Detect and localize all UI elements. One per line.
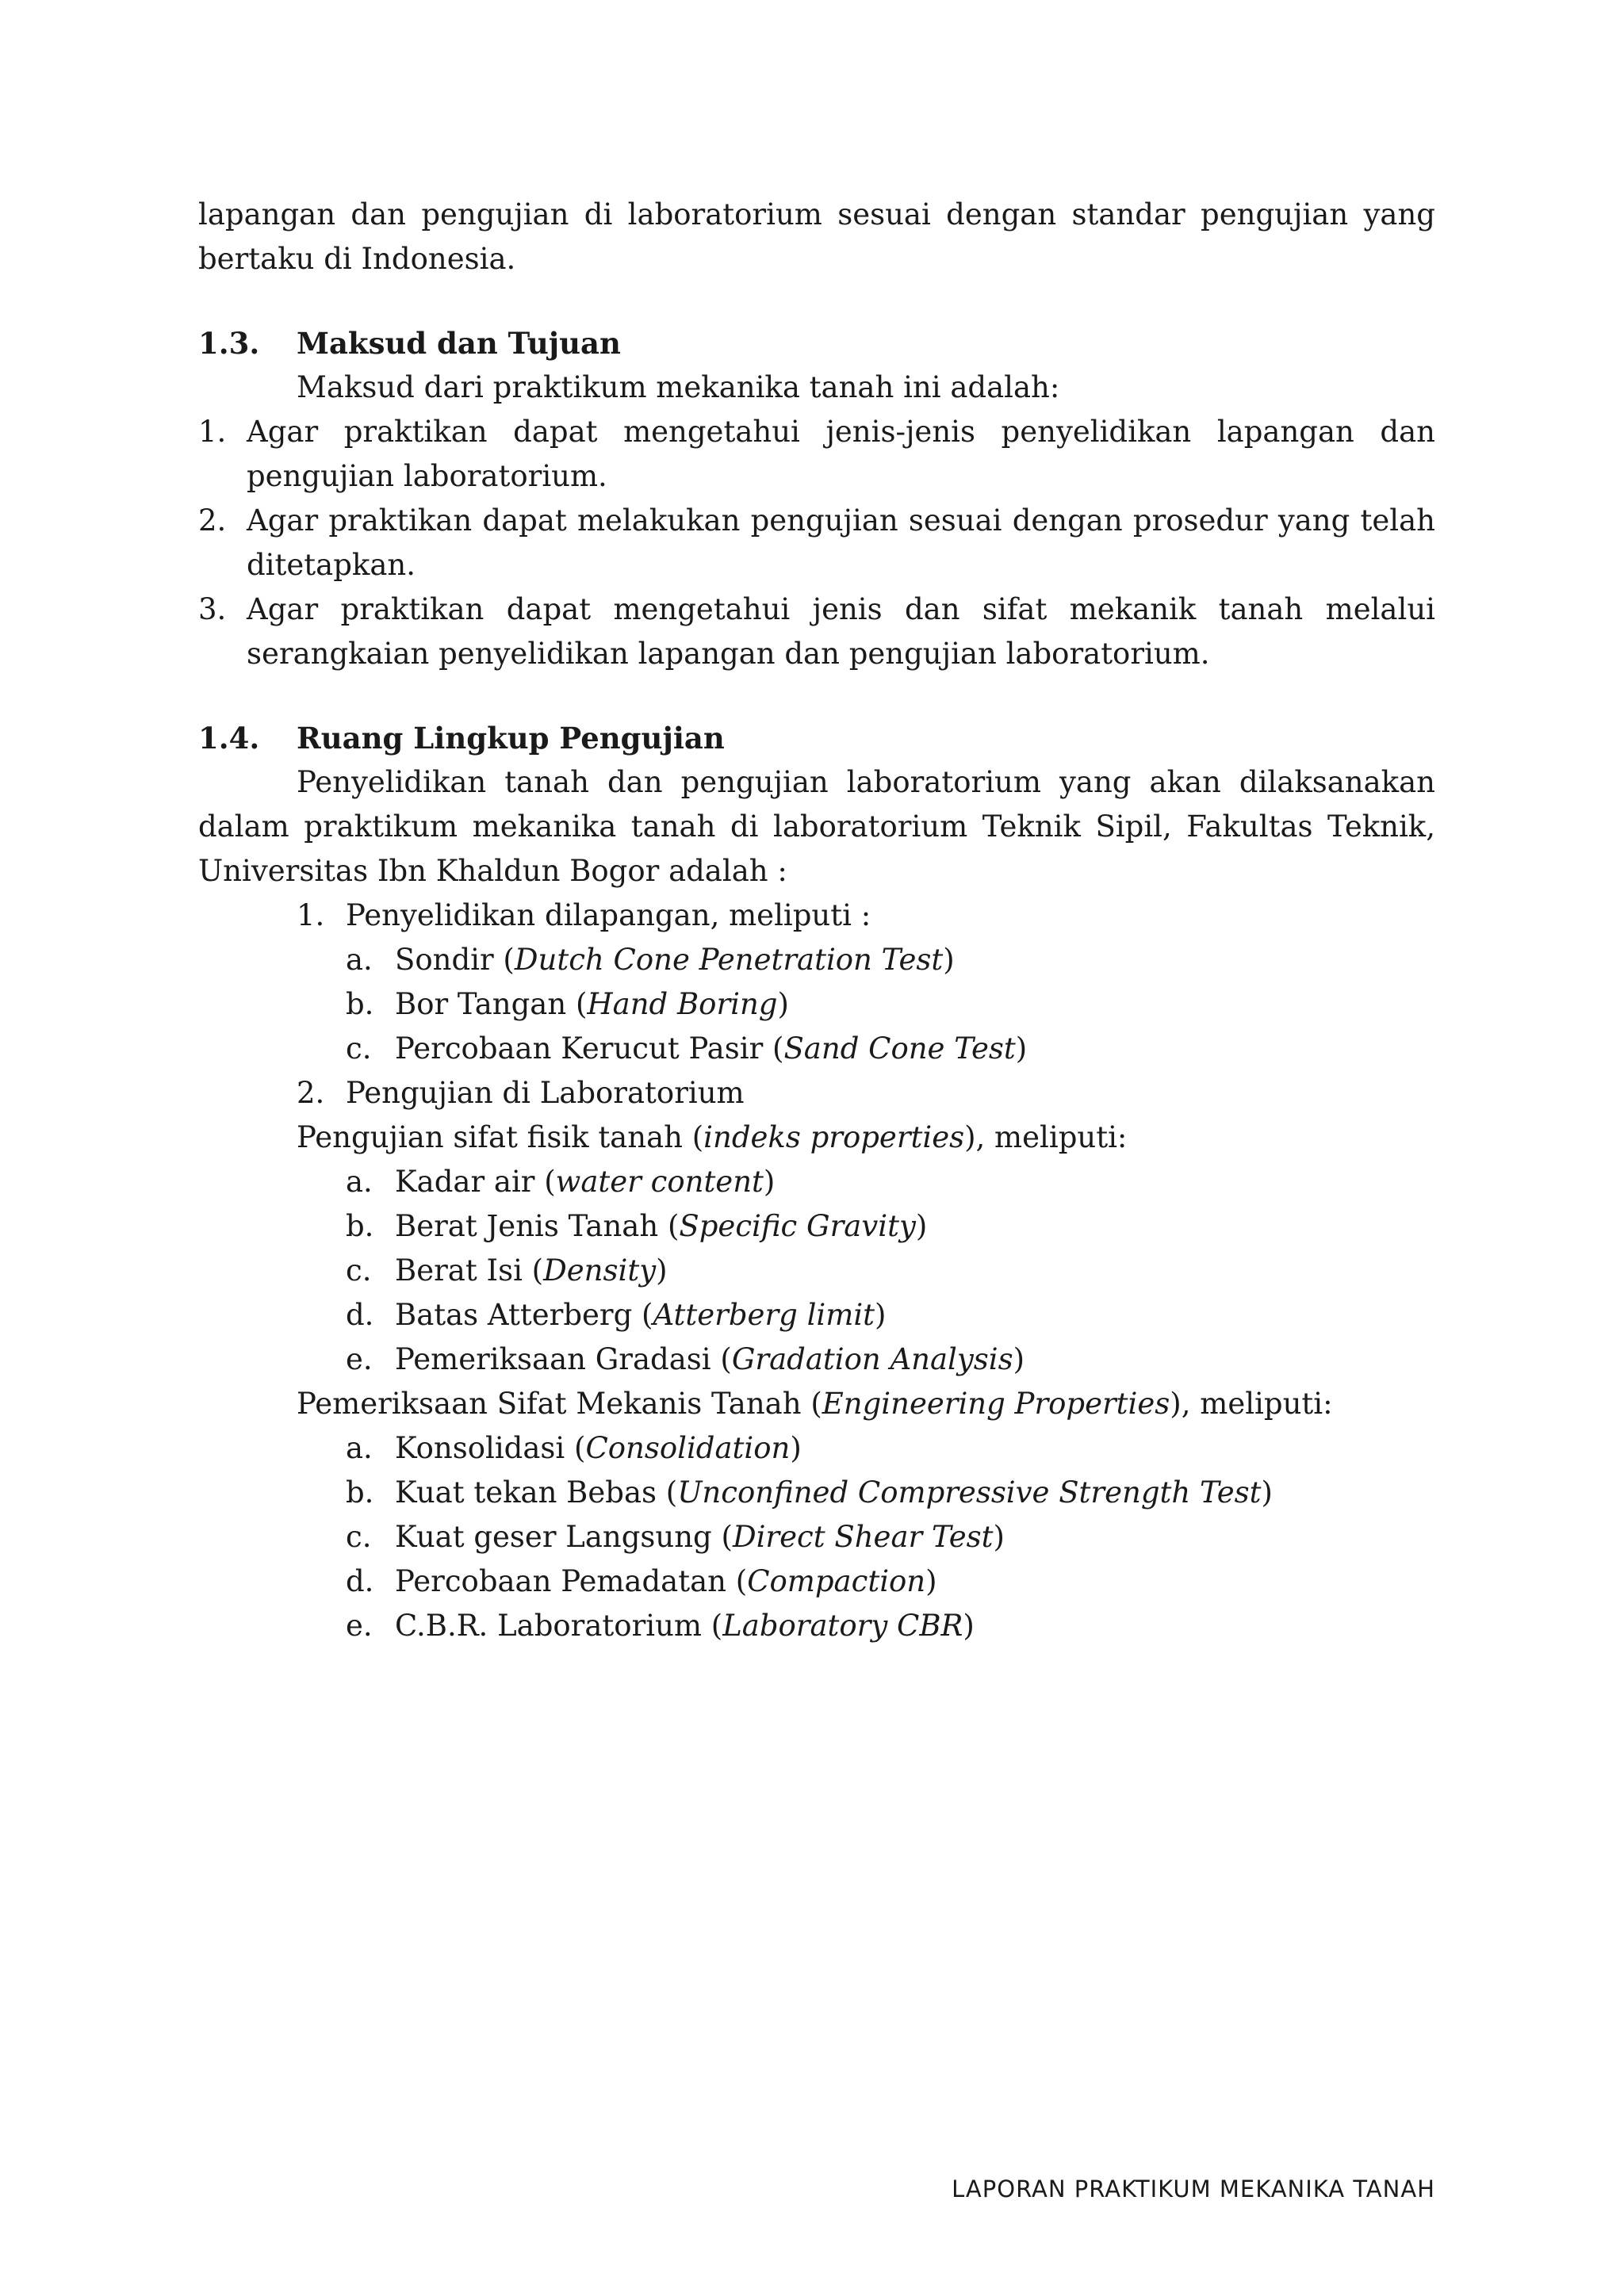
list-marker: 2. — [198, 503, 227, 538]
list-item-text: Kuat geser Langsung (Direct Shear Test) — [395, 1520, 1005, 1554]
section-title: Ruang Lingkup Pengujian — [297, 721, 725, 756]
list-marker: 3. — [198, 592, 227, 626]
physical-test-item — [346, 1249, 1435, 1293]
list-item-text: Penyelidikan dilapangan, meliputi : — [346, 898, 871, 932]
list-marker: b. — [346, 1475, 374, 1510]
physical-test-item — [346, 1160, 1435, 1204]
list-item-text: Pengujian di Laboratorium — [346, 1076, 745, 1110]
mechanical-test-item — [346, 1471, 1435, 1515]
list-marker: b. — [346, 1209, 374, 1243]
list-marker: 2. — [297, 1076, 325, 1110]
lab-tests-heading — [297, 1071, 1435, 1115]
section-lead: Maksud dari praktikum mekanika tanah ini adalah: — [297, 370, 1060, 404]
list-item-text: Pemeriksaan Gradasi (Gradation Analysis) — [395, 1342, 1025, 1376]
page-content — [198, 193, 1435, 1648]
list-marker: a. — [346, 1165, 373, 1199]
page-footer: LAPORAN PRAKTIKUM MEKANIKA TANAH — [952, 2175, 1435, 2202]
list-item — [198, 410, 1435, 499]
list-marker: d. — [346, 1298, 374, 1332]
list-marker: b. — [346, 987, 374, 1021]
list-marker: e. — [346, 1609, 373, 1643]
list-marker: c. — [346, 1520, 372, 1554]
list-item-text: Sondir (Dutch Cone Penetration Test) — [395, 943, 955, 977]
list-marker: e. — [346, 1342, 373, 1376]
list-item-text: Agar praktikan dapat mengetahui jenis-jenis penyelidikan lapangan dan pengujian laboratorium. — [247, 415, 1435, 493]
list-item-text: Berat Jenis Tanah (Specific Gravity) — [395, 1209, 928, 1243]
list-item-text: Bor Tangan (Hand Boring) — [395, 987, 789, 1021]
list-item-text: Agar praktikan dapat melakukan pengujian sesuai dengan prosedur yang telah ditetapkan. — [247, 503, 1435, 582]
list-marker: 1. — [198, 415, 227, 449]
list-item-text: Percobaan Pemadatan (Compaction) — [395, 1564, 937, 1598]
list-item-text: Batas Atterberg (Atterberg limit) — [395, 1298, 887, 1332]
section-title: Maksud dan Tujuan — [297, 326, 621, 361]
list-item — [198, 499, 1435, 587]
list-marker: a. — [346, 1431, 373, 1465]
section-number: 1.4. — [198, 721, 260, 756]
mechanical-properties-lead: Pemeriksaan Sifat Mekanis Tanah (Engineering Properties), meliputi: — [297, 1387, 1333, 1421]
field-test-item — [346, 982, 1435, 1027]
objectives-list — [198, 410, 1435, 676]
list-item-text: Berat Isi (Density) — [395, 1253, 668, 1288]
physical-properties-lead: Pengujian sifat fisik tanah (indeks properties), meliputi: — [297, 1120, 1128, 1154]
list-marker: 1. — [297, 898, 325, 932]
section-heading-1-4 — [198, 716, 1435, 760]
list-marker: c. — [346, 1253, 372, 1288]
section-heading-1-3 — [198, 321, 1435, 365]
mechanical-test-item — [346, 1559, 1435, 1604]
list-marker: a. — [346, 943, 373, 977]
mechanical-test-item — [346, 1426, 1435, 1471]
list-marker: c. — [346, 1031, 372, 1066]
section-gap — [198, 676, 1435, 716]
list-item-text: Percobaan Kerucut Pasir (Sand Cone Test) — [395, 1031, 1028, 1066]
intro-paragraph: lapangan dan pengujian di laboratorium sesuai dengan standar pengujian yang bertaku di Indonesia. — [198, 197, 1435, 276]
list-item-text: Kadar air (water content) — [395, 1165, 776, 1199]
field-tests-heading — [297, 894, 1435, 938]
field-test-item — [346, 938, 1435, 982]
list-item-text: Konsolidasi (Consolidation) — [395, 1431, 802, 1465]
mechanical-test-item — [346, 1604, 1435, 1648]
list-marker: d. — [346, 1564, 374, 1598]
list-item-text: Kuat tekan Bebas (Unconfined Compressive Strength Test) — [395, 1475, 1273, 1510]
list-item-text: C.B.R. Laboratorium (Laboratory CBR) — [395, 1609, 975, 1643]
scope-paragraph: Penyelidikan tanah dan pengujian laboratorium yang akan dilaksanakan dalam praktikum mekanika tanah di laboratorium Teknik Sipil, Fakultas Teknik, Universitas Ibn Khaldun Bogor adalah : — [198, 765, 1435, 888]
physical-test-item — [346, 1293, 1435, 1337]
section-number: 1.3. — [198, 326, 260, 361]
physical-test-item — [346, 1204, 1435, 1249]
physical-test-item — [346, 1337, 1435, 1382]
list-item — [198, 587, 1435, 676]
list-item-text: Agar praktikan dapat mengetahui jenis dan sifat mekanik tanah melalui serangkaian penyelidikan lapangan dan pengujian laboratorium. — [247, 592, 1435, 671]
section-gap — [198, 281, 1435, 321]
mechanical-test-item — [346, 1515, 1435, 1559]
field-test-item — [346, 1027, 1435, 1071]
